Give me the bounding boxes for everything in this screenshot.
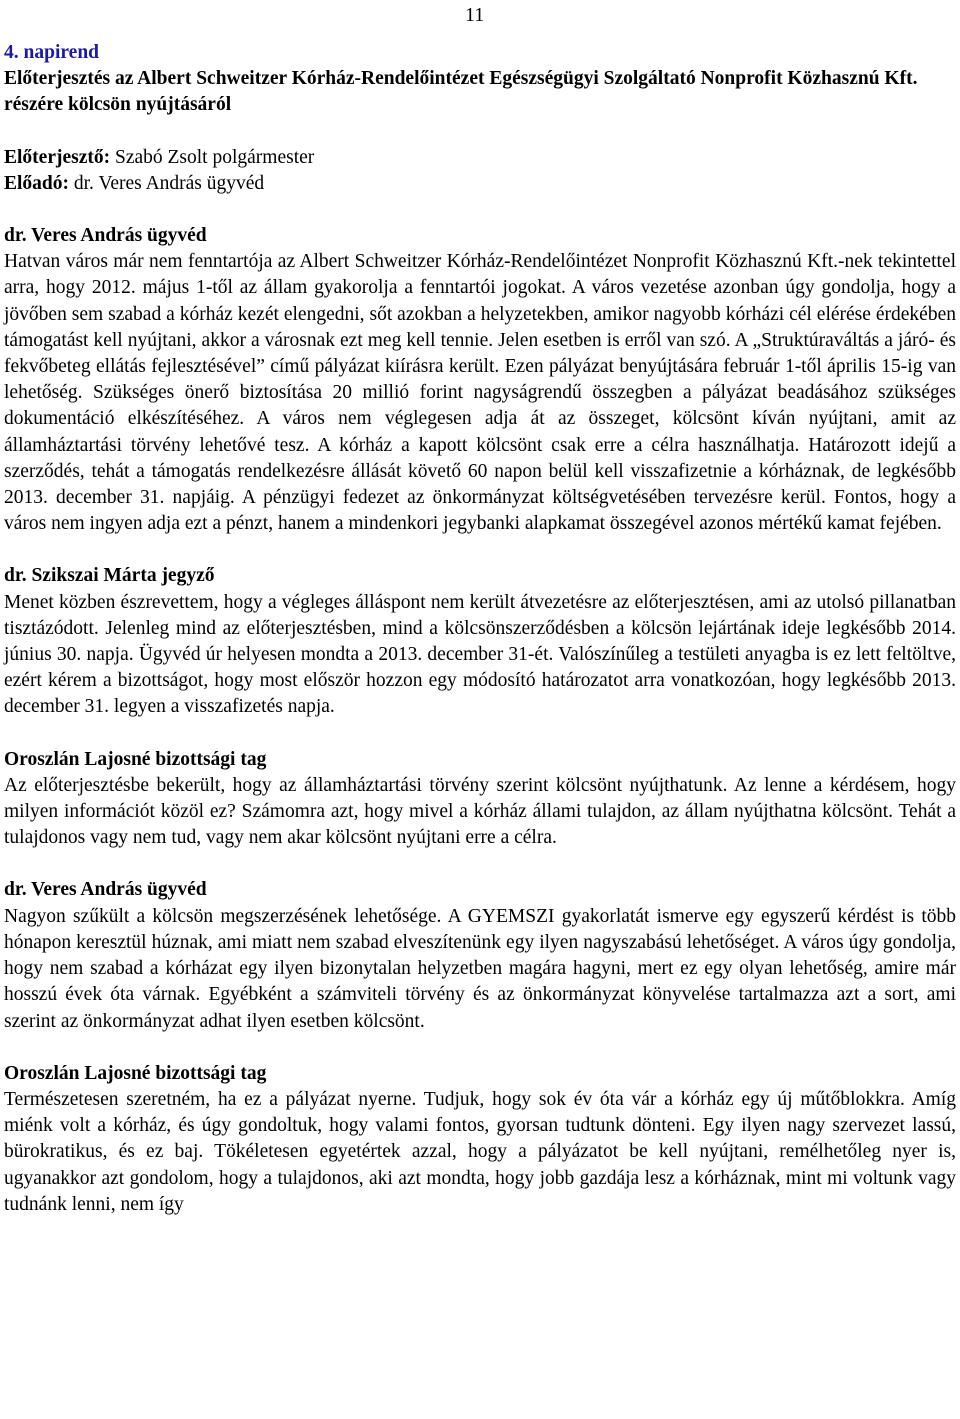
speaker-heading: dr. Veres András ügyvéd <box>4 879 207 901</box>
presenter-name: Szabó Zsolt polgármester <box>114 146 315 168</box>
speech-text: Természetesen szeretném, ha ez a pályázat nyerne. Tudjuk, hogy sok év óta vár a kórház egy új műtőblokkra. Amíg miénk volt a kórház, és úgy gondoltuk, hogy valami fontos, gyorsan tudtunk dönteni. Egy ilyen nagy szervezet lassú, bürokratikus, és ez baj. Tökéletesen egyetértek azzal, hogy a pályázatot be kell nyújtani, remélhetőleg nyer is, ugyanakkor azt gondolom, hogy a tulajdonos, aki azt mondta, hogy jobb gazdája lesz a kórháznak, mint mi voltunk vagy tudnánk lenni, nem így <box>4 1088 956 1215</box>
speech-text: Nagyon szűkült a kölcsön megszerzésének lehetősége. A GYEMSZI gyakorlatát ismerve egy egyszerű kérdést is több hónapon keresztül húznak, ami miatt nem szabad elveszítenünk egy ilyen nagyszabású lehetőséget. A város úgy gondolja, hogy nem szabad a kórházat egy ilyen bizonytalan helyzetben magára hagyni, mert ez egy olyan lehetőség, amire már hosszú évek óta várnak. Egyébként a számviteli törvény és az önkormányzat könyvelése tartalmazza azt a sort, ami szerint az önkormányzat adhat ilyen esetben kölcsönt. <box>4 905 956 1032</box>
speech-text: Menet közben észrevettem, hogy a végleges álláspont nem került átvezetésre az előterjesztésen, ami az utolsó pillanatban tisztázódott. Jelenleg mind az előterjesztésben, mind a kölcsönszerződésben a kölcsön lejártának ideje legkésőbb 2014. június 30. napja. Ügyvéd úr helyesen mondta a 2013. december 31-ét. Valószínűleg a testületi anyagba is ez lett feltöltve, ezért kérem a bizottságot, hogy most először hozzon egy módosító határozatot arra vonatkozóan, hogy legkésőbb 2013. december 31. legyen a visszafizetés napja. <box>4 591 956 718</box>
speech-text: Hatvan város már nem fenntartója az Albert Schweitzer Kórház-Rendelőintézet Nonprofit Közhasznú Kft.-nek tekintettel arra, hogy 2012. május 1-től az állam gyakorolja a fenntartói jogokat. A város vezetése azonban úgy gondolja, hogy a jövőben sem szabad a kórház kezét elengedni, sőt azokban a helyzetekben, amikor nagyobb kórházi cél elérése érdekében támogatást kell nyújtani, akkor a városnak ezt meg kell tennie. Jelen esetben is erről van szó. A „Struktúraváltás a járó- és fekvőbeteg ellátás fejlesztésével” című pályázat kiírásra került. Ezen pályázat benyújtására február 1-től április 15-ig van lehetőség. Szükséges önerő biztosítása 20 millió forint nagyságrendű összegben a pályázat beadásához szükséges dokumentáció elkészítéséhez. A város nem véglegesen adja át az összeget, kölcsönt kíván nyújtani, amit az államháztartási törvény lehetővé tesz. A kórház a kapott kölcsönt csak erre a célra használhatja. Határozott idejű a szerződés, tehát a támogatás rendelkezésre állását követő 60 napon belül kell visszafizetnie a kórháznak, de legkésőbb 2013. december 31. napjáig. A pénzügyi fedezet az önkormányzat költségvetésében tervezésre kerül. Fontos, hogy a város nem ingyen adja ezt a pénzt, hanem a mindenkori jegybanki alapkamat összegével azonos mértékű kamat fejében. <box>4 251 956 535</box>
speech-block <box>4 223 956 537</box>
page-number: 11 <box>465 4 485 26</box>
presenter-line <box>4 145 956 171</box>
speaker-heading: Oroszlán Lajosné bizottsági tag <box>4 1062 267 1084</box>
speaker-heading: Oroszlán Lajosné bizottsági tag <box>4 748 267 770</box>
speech-block <box>4 1061 956 1218</box>
speech-block <box>4 747 956 852</box>
presenter-label: Előterjesztő: <box>4 146 111 168</box>
meta-block <box>4 145 956 197</box>
speaker-label: Előadó: <box>4 172 70 194</box>
speaker-heading: dr. Veres András ügyvéd <box>4 225 207 247</box>
speaker-heading: dr. Szikszai Márta jegyző <box>4 565 215 587</box>
speech-block <box>4 563 956 720</box>
speaker-line <box>4 171 956 197</box>
speaker-name: dr. Veres András ügyvéd <box>73 172 265 194</box>
agenda-item: 4. napirend <box>4 42 100 63</box>
document-body <box>4 40 956 1218</box>
agenda-title: Előterjesztés az Albert Schweitzer Kórház-Rendelőintézet Egészségügyi Szolgáltató Nonprofit Közhasznú Kft. részére kölcsön nyújtásáról <box>4 68 918 116</box>
speech-block <box>4 877 956 1034</box>
speech-text: Az előterjesztésbe bekerült, hogy az államháztartási törvény szerint kölcsönt nyújthatunk. Az lenne a kérdésem, hogy milyen információt közöl ez? Számomra azt, hogy mivel a kórház állami tulajdon, az állam nyújthatna kölcsönt. Tehát a tulajdonos vagy nem tud, vagy nem akar kölcsönt nyújtani erre a célra. <box>4 774 956 849</box>
